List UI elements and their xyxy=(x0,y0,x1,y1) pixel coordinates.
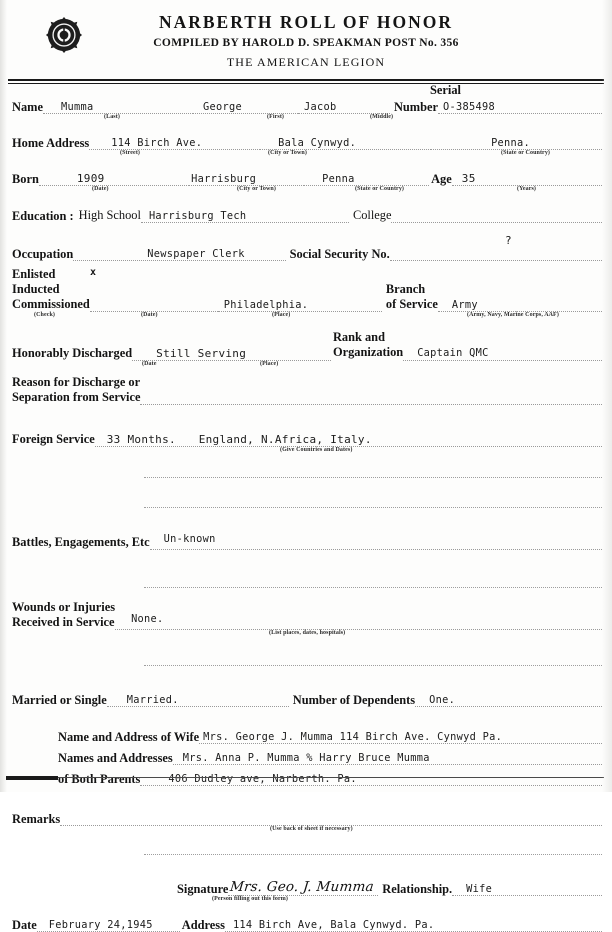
born-state-value: Penna xyxy=(322,172,355,185)
entry-captions xyxy=(12,312,602,323)
reason-field[interactable] xyxy=(140,389,602,405)
entry-row xyxy=(12,267,602,312)
high-school-value: Harrisburg Tech xyxy=(148,209,247,222)
born-city-field[interactable] xyxy=(189,170,304,186)
home-address-label: Home Address xyxy=(12,135,90,150)
footer-address-value: 114 Birch Ave, Bala Cynwyd. Pa. xyxy=(232,918,435,931)
rank-label-line2: Organization xyxy=(332,345,404,360)
caption-signature: (Person filling out this form) xyxy=(212,896,288,902)
serial-number-label-line2: Number xyxy=(393,99,439,114)
name-first-field[interactable] xyxy=(193,98,298,114)
battles-row xyxy=(12,534,602,550)
entry-place-value: Philadelphia. xyxy=(223,298,309,311)
foreign-service-row xyxy=(12,431,602,447)
signature-value: Mrs. Geo. J. Mumma xyxy=(229,879,376,895)
wounds-row xyxy=(12,600,602,630)
rank-field[interactable] xyxy=(403,345,602,361)
caption-discharge-place: (Place) xyxy=(260,360,279,367)
relationship-label: Relationship. xyxy=(382,881,453,896)
caption-born-date: (Date) xyxy=(92,185,109,192)
name-row xyxy=(12,98,602,114)
branch-label xyxy=(386,282,438,312)
rank-label xyxy=(333,330,403,360)
relationship-value: Wife xyxy=(466,882,493,895)
wife-field[interactable] xyxy=(199,728,602,744)
branch-label-line2: of Service xyxy=(385,297,438,312)
parents-label-line2: of Both Parents xyxy=(58,771,141,786)
marital-value: Married. xyxy=(126,693,179,706)
wounds-upper-line[interactable] xyxy=(144,587,602,588)
home-address-state-value: Penna. xyxy=(491,136,531,149)
home-address-state-field[interactable] xyxy=(431,134,602,150)
name-middle-field[interactable] xyxy=(298,98,390,114)
rank-label-line1: Rank and xyxy=(332,330,385,345)
dependents-label: Number of Dependents xyxy=(292,692,416,707)
occupation-label: Occupation xyxy=(12,246,74,261)
education-label: Education : xyxy=(12,208,74,223)
caption-middle: (Middle) xyxy=(370,113,394,120)
wounds-label-line2: Received in Service xyxy=(12,614,115,629)
parents-row-1 xyxy=(12,749,602,765)
signature-caption-row xyxy=(12,896,602,907)
footer-row xyxy=(12,916,602,932)
entry-inducted-label: Inducted xyxy=(12,282,60,296)
caption-check: (Check) xyxy=(34,312,56,319)
foreign-service-extra-line-2[interactable] xyxy=(144,507,602,508)
branch-field[interactable] xyxy=(438,296,602,312)
entry-place-field[interactable] xyxy=(218,296,382,312)
wounds-caption-row xyxy=(12,630,602,641)
signature-row xyxy=(12,880,602,896)
footer-divider xyxy=(6,777,604,778)
social-security-field[interactable] xyxy=(390,245,602,261)
remarks-row xyxy=(12,810,602,826)
branch-value: Army xyxy=(451,298,478,311)
entry-date-field[interactable] xyxy=(90,296,218,312)
occupation-row xyxy=(12,245,602,261)
caption-last: (Last) xyxy=(104,113,120,120)
caption-entry-place: (Place) xyxy=(272,312,291,319)
wife-row xyxy=(12,728,602,744)
wounds-field[interactable] xyxy=(115,614,602,630)
discharge-field[interactable] xyxy=(132,345,331,361)
foreign-service-label: Foreign Service xyxy=(12,432,95,447)
caption-first: (First) xyxy=(267,113,285,120)
entry-enlisted-label: Enlisted xyxy=(12,266,56,281)
born-captions xyxy=(12,186,602,197)
discharge-value: Still Serving xyxy=(156,346,247,360)
wounds-label-line1: Wounds or Injuries xyxy=(12,599,116,614)
age-field[interactable] xyxy=(452,170,602,186)
high-school-field[interactable] xyxy=(141,207,349,223)
born-date-field[interactable] xyxy=(39,170,189,186)
battles-field[interactable] xyxy=(150,534,602,550)
born-label: Born xyxy=(12,171,39,186)
reason-label xyxy=(12,375,140,405)
caption-state: (State or Country) xyxy=(501,149,551,156)
serial-number-value: O-385498 xyxy=(443,100,496,113)
form-header xyxy=(0,0,612,70)
signature-field[interactable] xyxy=(228,880,378,896)
reason-label-line1: Reason for Discharge or xyxy=(12,374,141,389)
age-label: Age xyxy=(431,171,452,186)
wife-label: Name and Address of Wife xyxy=(58,729,200,744)
signature-label: Signature xyxy=(177,881,229,896)
caption-entry-date: (Date) xyxy=(141,312,158,319)
footer-date-field[interactable] xyxy=(37,916,180,932)
battles-label: Battles, Engagements, Etc xyxy=(12,535,150,550)
post-subtitle: COMPILED BY HAROLD D. SPEAKMAN POST No. 356 xyxy=(153,36,459,49)
age-value: 35 xyxy=(461,171,476,185)
social-security-label: Social Security No. xyxy=(289,246,390,261)
page-title: NARBERTH ROLL OF HONOR xyxy=(158,12,454,32)
foreign-service-caption-row xyxy=(12,447,602,458)
footer-date-value: February 24,1945 xyxy=(48,918,153,931)
parents-value-line1: Mrs. Anna P. Mumma % Harry Bruce Mumma xyxy=(182,751,430,764)
reason-label-line2: Separation from Service xyxy=(12,389,141,404)
home-address-city-field[interactable] xyxy=(260,134,431,150)
parents-field-1[interactable] xyxy=(173,749,602,765)
remarks-extra-line[interactable] xyxy=(144,854,602,855)
college-field[interactable] xyxy=(391,207,602,223)
wounds-label xyxy=(12,600,115,630)
name-middle-value: Jacob xyxy=(303,100,337,113)
occupation-field[interactable] xyxy=(73,245,285,261)
wounds-value: None. xyxy=(131,612,164,625)
remarks-label: Remarks xyxy=(12,811,61,826)
discharge-row xyxy=(12,330,602,360)
name-label: Name xyxy=(12,99,43,114)
home-address-city-value: Bala Cynwyd. xyxy=(278,136,357,149)
reason-row xyxy=(12,375,602,405)
caption-city: (City or Town) xyxy=(268,149,307,156)
organization-name: THE AMERICAN LEGION xyxy=(226,54,386,69)
serial-number-field[interactable] xyxy=(438,98,602,114)
caption-born-state: (State or Country) xyxy=(355,185,405,192)
born-row xyxy=(12,170,602,186)
name-first-value: George xyxy=(202,100,242,113)
footer-address-field[interactable] xyxy=(225,916,602,932)
caption-born-city: (City or Town) xyxy=(237,185,276,192)
entry-commissioned-label: Commissioned xyxy=(12,297,90,312)
parents-row-2 xyxy=(12,770,602,786)
born-state-field[interactable] xyxy=(304,170,429,186)
caption-foreign-service: (Give Countries and Dates) xyxy=(280,446,353,453)
caption-street: (Street) xyxy=(120,149,141,156)
entry-check-mark[interactable]: x xyxy=(90,266,97,278)
occupation-value: Newspaper Clerk xyxy=(147,247,245,260)
form-body xyxy=(0,84,612,932)
caption-discharge-date: (Date xyxy=(142,360,157,367)
name-last-value: Mumma xyxy=(60,100,94,113)
social-security-value: ? xyxy=(505,233,512,247)
home-address-row xyxy=(12,134,602,150)
born-date-value: 1909 xyxy=(76,171,105,185)
caption-remarks: (Use back of sheet if necessary) xyxy=(270,826,353,832)
relationship-field[interactable] xyxy=(452,880,602,896)
name-captions xyxy=(12,114,602,125)
wounds-lower-line[interactable] xyxy=(144,665,602,666)
parents-field-2[interactable] xyxy=(140,770,602,786)
home-address-street-field[interactable] xyxy=(89,134,260,150)
dependents-value: One. xyxy=(429,693,456,706)
foreign-service-countries: England, N.Africa, Italy. xyxy=(198,432,372,446)
american-legion-emblem xyxy=(45,16,83,54)
caption-wounds: (List places, dates, hospitals) xyxy=(269,630,346,636)
discharge-label: Honorably Discharged xyxy=(12,346,133,361)
marital-field[interactable] xyxy=(107,691,289,707)
parents-value-line2: 406 Dudley ave, Narberth. Pa. xyxy=(168,772,357,785)
marital-row xyxy=(12,691,602,707)
foreign-service-extra-line-1[interactable] xyxy=(144,477,602,478)
caption-age: (Years) xyxy=(517,185,537,192)
rank-value: Captain QMC xyxy=(417,347,489,360)
remarks-caption-row xyxy=(12,826,602,837)
branch-label-line1: Branch xyxy=(385,282,426,296)
dependents-field[interactable] xyxy=(415,691,602,707)
wife-value: Mrs. George J. Mumma 114 Birch Ave. Cynwyd Pa. xyxy=(203,730,503,743)
home-address-captions xyxy=(12,150,602,161)
marital-label: Married or Single xyxy=(12,692,107,707)
remarks-field[interactable] xyxy=(60,810,602,826)
footer-address-label: Address xyxy=(181,917,225,932)
entry-type-label xyxy=(12,267,90,312)
footer-date-label: Date xyxy=(12,917,37,932)
college-label: College xyxy=(352,207,392,222)
home-address-street-value: 114 Birch Ave. xyxy=(111,136,203,149)
parents-label-line1: Names and Addresses xyxy=(58,750,173,765)
battles-value: Un-known xyxy=(163,533,216,546)
discharge-captions xyxy=(12,361,602,372)
education-row xyxy=(12,207,602,223)
serial-number-label-line1: Serial xyxy=(430,82,461,97)
foreign-service-months: 33 Months. xyxy=(106,432,176,446)
born-city-value: Harrisburg xyxy=(191,172,257,185)
foreign-service-field[interactable] xyxy=(95,431,602,447)
high-school-label: High School xyxy=(78,207,141,222)
name-last-field[interactable] xyxy=(43,98,193,114)
caption-branch: (Army, Navy, Marine Corps, AAF) xyxy=(467,312,559,319)
